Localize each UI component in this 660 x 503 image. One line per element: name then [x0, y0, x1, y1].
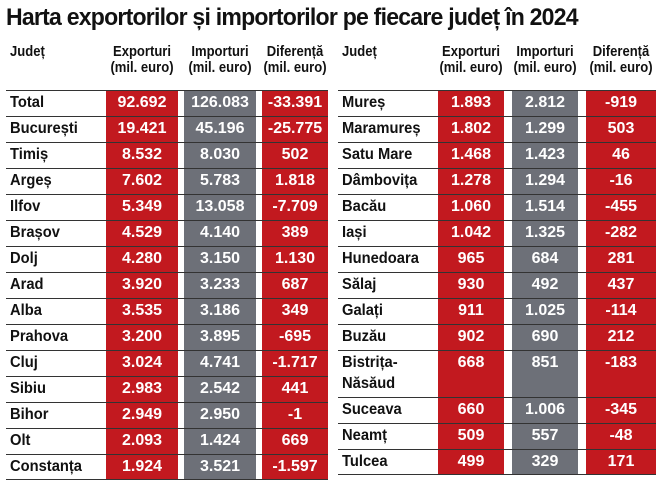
table-row [6, 116, 328, 142]
exports-cell: 1.060 [438, 195, 504, 220]
exports-cell: 2.949 [106, 403, 178, 428]
difference-cell: -695 [262, 325, 328, 350]
imports-cell: 851 [512, 351, 578, 397]
table-row [6, 324, 328, 350]
county-cell: Arad [10, 276, 44, 293]
table-row [338, 298, 656, 324]
imports-cell: 4.741 [184, 351, 256, 376]
county-cell: Bihor [10, 406, 49, 423]
table-row [6, 246, 328, 272]
table-row [338, 194, 656, 220]
imports-cell: 45.196 [184, 117, 256, 142]
imports-cell: 3.150 [184, 247, 256, 272]
county-cell: Dolj [10, 250, 38, 267]
county-cell: Hunedoara [342, 250, 419, 267]
table-row [338, 423, 656, 449]
county-cell: Prahova [10, 328, 69, 345]
difference-cell: 502 [262, 143, 328, 168]
exports-cell: 965 [438, 247, 504, 272]
imports-cell: 690 [512, 325, 578, 350]
exports-cell: 668 [438, 351, 504, 397]
table-header [6, 44, 328, 90]
imports-cell: 492 [512, 273, 578, 298]
imports-cell: 1.325 [512, 221, 578, 246]
county-cell: Brașov [10, 224, 60, 241]
imports-cell: 1.006 [512, 398, 578, 423]
table-header [338, 44, 656, 90]
table-row [6, 454, 328, 480]
imports-cell: 5.783 [184, 169, 256, 194]
exports-cell: 92.692 [106, 91, 178, 116]
county-cell: Bistrița- Năsăud [342, 354, 398, 392]
header-exports-line1: Exporturi [112, 44, 171, 60]
county-cell: Bacău [342, 198, 387, 215]
exports-cell: 5.349 [106, 195, 178, 220]
header-county: Județ [342, 44, 377, 60]
header-difference-line1: Diferență [266, 44, 324, 60]
imports-cell: 1.424 [184, 429, 256, 454]
difference-cell: 389 [262, 221, 328, 246]
imports-cell: 1.514 [512, 195, 578, 220]
imports-cell: 1.025 [512, 299, 578, 324]
table-row [338, 116, 656, 142]
header-difference [260, 44, 330, 76]
difference-cell: -16 [586, 169, 656, 194]
county-cell: București [10, 120, 78, 137]
county-cell: Dâmbovița [342, 172, 418, 189]
imports-cell: 557 [512, 424, 578, 449]
exports-cell: 1.042 [438, 221, 504, 246]
table-row [6, 142, 328, 168]
exports-cell: 2.093 [106, 429, 178, 454]
table-row [338, 246, 656, 272]
table-row [338, 142, 656, 168]
imports-cell: 2.950 [184, 403, 256, 428]
county-cell: Cluj [10, 354, 38, 371]
imports-cell: 3.233 [184, 273, 256, 298]
county-cell: Argeș [10, 172, 52, 189]
table-row [338, 324, 656, 350]
exports-cell: 1.893 [438, 91, 504, 116]
difference-cell: -33.391 [262, 91, 328, 116]
exports-cell: 1.802 [438, 117, 504, 142]
table-row [338, 168, 656, 194]
table-left [6, 44, 328, 480]
table-row [6, 428, 328, 454]
imports-cell: 1.423 [512, 143, 578, 168]
table-row [6, 376, 328, 402]
exports-cell: 3.920 [106, 273, 178, 298]
county-cell: Timiș [10, 146, 49, 163]
imports-cell: 2.812 [512, 91, 578, 116]
exports-cell: 4.280 [106, 247, 178, 272]
imports-cell: 4.140 [184, 221, 256, 246]
imports-cell: 13.058 [184, 195, 256, 220]
difference-cell: -48 [586, 424, 656, 449]
county-cell: Tulcea [342, 453, 388, 470]
exports-cell: 7.602 [106, 169, 178, 194]
exports-cell: 3.024 [106, 351, 178, 376]
difference-cell: -114 [586, 299, 656, 324]
difference-cell: -919 [586, 91, 656, 116]
difference-cell: 171 [586, 450, 656, 474]
imports-cell: 126.083 [184, 91, 256, 116]
header-imports-line1: Importuri [516, 44, 574, 60]
header-difference-line2: (mil. euro) [589, 60, 653, 76]
table-row [6, 194, 328, 220]
header-imports [512, 44, 579, 76]
header-imports-line1: Importuri [191, 44, 249, 60]
chart-title: Harta exportorilor și importorilor pe fiecare județ în 2024 [6, 4, 578, 31]
difference-cell: 441 [262, 377, 328, 402]
county-cell: Galați [342, 302, 383, 319]
table-right [338, 44, 656, 475]
difference-cell: -282 [586, 221, 656, 246]
difference-cell: 687 [262, 273, 328, 298]
table-row [6, 350, 328, 376]
header-imports-line2: (mil. euro) [188, 60, 252, 76]
imports-cell: 3.895 [184, 325, 256, 350]
header-exports-line2: (mil. euro) [110, 60, 174, 76]
county-cell: Buzău [342, 328, 387, 345]
county-cell: Total [10, 94, 45, 111]
header-imports-line2: (mil. euro) [513, 60, 577, 76]
county-cell: Iași [342, 224, 367, 241]
difference-cell: 281 [586, 247, 656, 272]
header-imports [188, 44, 253, 76]
exports-cell: 2.983 [106, 377, 178, 402]
county-cell: Ilfov [10, 198, 41, 215]
difference-cell: 437 [586, 273, 656, 298]
exports-cell: 3.535 [106, 299, 178, 324]
county-cell: Maramureș [342, 120, 421, 137]
table-row [6, 272, 328, 298]
exports-cell: 930 [438, 273, 504, 298]
county-cell: Alba [10, 302, 42, 319]
imports-cell: 684 [512, 247, 578, 272]
difference-cell: 212 [586, 325, 656, 350]
county-cell: Sălaj [342, 276, 377, 293]
exports-cell: 902 [438, 325, 504, 350]
table-row [338, 350, 656, 397]
difference-cell: 46 [586, 143, 656, 168]
exports-cell: 1.278 [438, 169, 504, 194]
exports-cell: 3.200 [106, 325, 178, 350]
difference-cell: 349 [262, 299, 328, 324]
header-difference-line2: (mil. euro) [263, 60, 327, 76]
header-exports-line1: Exporturi [441, 44, 500, 60]
difference-cell: 1.130 [262, 247, 328, 272]
table-row [338, 397, 656, 423]
exports-cell: 1.924 [106, 455, 178, 479]
imports-cell: 2.542 [184, 377, 256, 402]
table-row [6, 402, 328, 428]
header-exports [438, 44, 505, 76]
difference-cell: -345 [586, 398, 656, 423]
table-body [6, 90, 328, 480]
difference-cell: -455 [586, 195, 656, 220]
county-cell: Satu Mare [342, 146, 413, 163]
difference-cell: 669 [262, 429, 328, 454]
table-row [338, 90, 656, 116]
exports-cell: 911 [438, 299, 504, 324]
imports-cell: 3.521 [184, 455, 256, 479]
table-row [338, 449, 656, 475]
imports-cell: 8.030 [184, 143, 256, 168]
table-row [6, 220, 328, 246]
difference-cell: -1 [262, 403, 328, 428]
header-exports [110, 44, 175, 76]
header-difference-line1: Diferență [592, 44, 650, 60]
exports-cell: 4.529 [106, 221, 178, 246]
exports-cell: 19.421 [106, 117, 178, 142]
difference-cell: -183 [586, 351, 656, 397]
table-row [6, 168, 328, 194]
imports-cell: 1.294 [512, 169, 578, 194]
county-cell: Constanța [10, 458, 82, 475]
exports-cell: 1.468 [438, 143, 504, 168]
difference-cell: -1.717 [262, 351, 328, 376]
imports-cell: 1.299 [512, 117, 578, 142]
header-difference [588, 44, 655, 76]
table-body [338, 90, 656, 475]
header-exports-line2: (mil. euro) [439, 60, 503, 76]
county-cell: Neamț [342, 427, 387, 444]
exports-cell: 509 [438, 424, 504, 449]
table-row [6, 298, 328, 324]
difference-cell: 1.818 [262, 169, 328, 194]
difference-cell: -7.709 [262, 195, 328, 220]
table-row [338, 220, 656, 246]
difference-cell: -1.597 [262, 455, 328, 479]
county-cell: Olt [10, 432, 31, 449]
county-cell: Sibiu [10, 380, 46, 397]
exports-cell: 499 [438, 450, 504, 474]
county-cell: Mureș [342, 94, 386, 111]
difference-cell: -25.775 [262, 117, 328, 142]
table-row [6, 90, 328, 116]
header-county: Județ [10, 44, 45, 60]
exports-cell: 660 [438, 398, 504, 423]
imports-cell: 3.186 [184, 299, 256, 324]
table-row [338, 272, 656, 298]
exports-cell: 8.532 [106, 143, 178, 168]
imports-cell: 329 [512, 450, 578, 474]
county-cell: Suceava [342, 401, 402, 418]
difference-cell: 503 [586, 117, 656, 142]
